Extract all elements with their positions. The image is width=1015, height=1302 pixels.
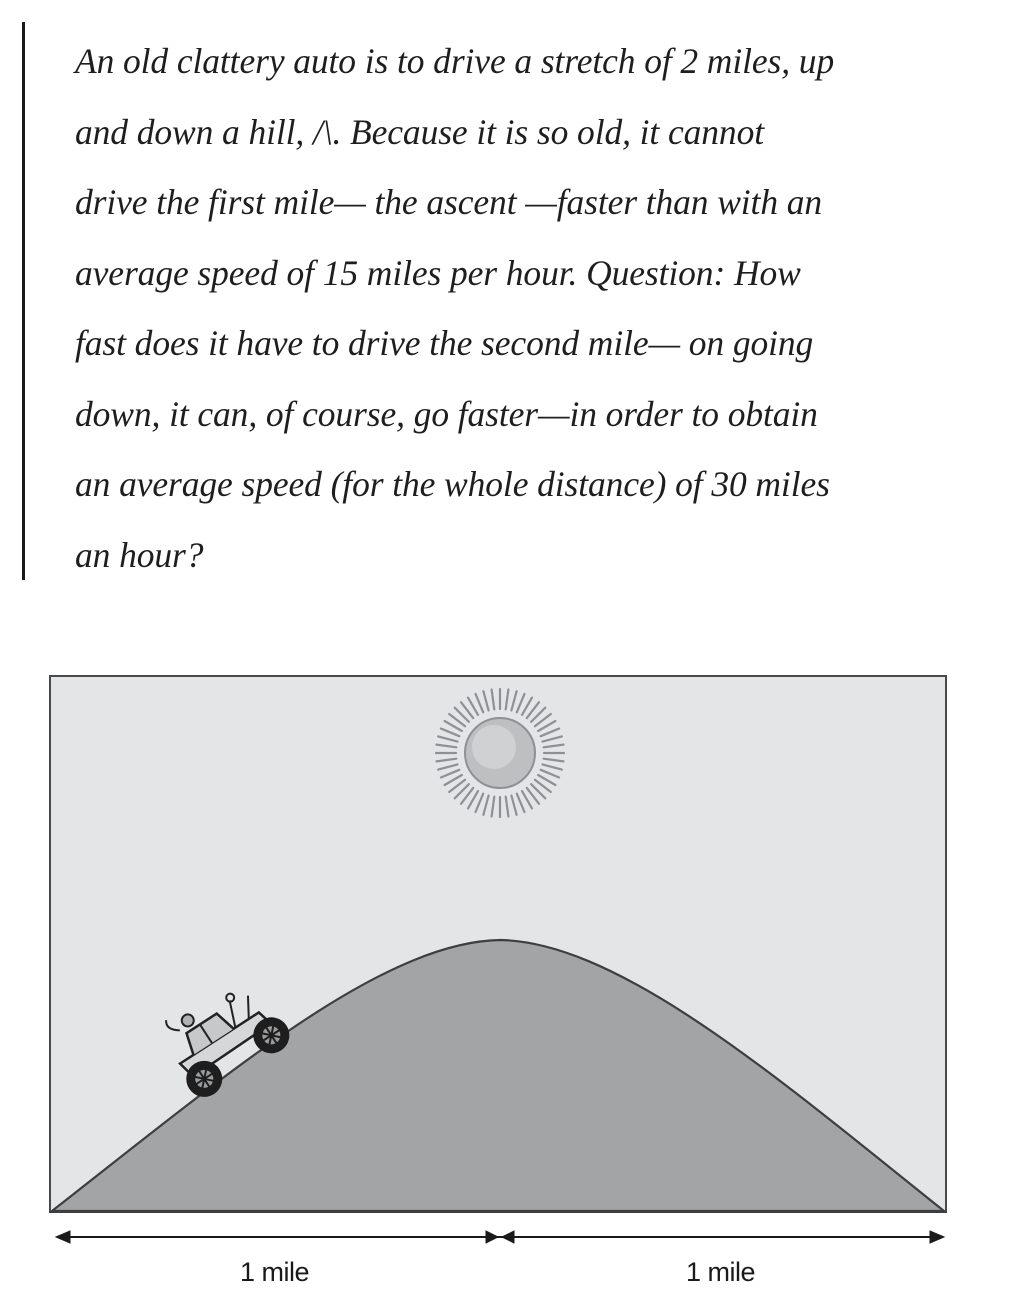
problem-statement	[75, 26, 995, 590]
problem-line: down, it can, of course, go faster—in order to obtain	[75, 393, 818, 434]
problem-line: average speed of 15 miles per hour. Question: How	[75, 252, 801, 293]
hill-illustration	[0, 660, 1015, 1302]
distance-dimension	[56, 1231, 944, 1243]
problem-line: an hour?	[75, 534, 204, 575]
arrow-mid-right-icon	[486, 1231, 498, 1243]
margin-rule	[22, 22, 25, 580]
arrow-mid-left-icon	[502, 1231, 514, 1243]
problem-line: drive the first mile— the ascent —faster than with an	[75, 182, 823, 222]
problem-line: and down a hill, /\. Because it is so old, it cannot	[75, 111, 764, 152]
arrow-right-icon	[930, 1231, 944, 1243]
sun-icon	[436, 689, 564, 817]
problem-line: an average speed (for the whole distance) of 30 miles	[75, 464, 830, 504]
arrow-left-icon	[56, 1231, 70, 1243]
problem-line: An old clattery auto is to drive a stretch of 2 miles, up	[75, 41, 835, 81]
first-mile-label: 1 mile	[240, 1257, 310, 1287]
hill-figure	[0, 660, 1015, 1302]
problem-line: fast does it have to drive the second mile— on going	[75, 323, 814, 363]
second-mile-label: 1 mile	[686, 1257, 756, 1287]
